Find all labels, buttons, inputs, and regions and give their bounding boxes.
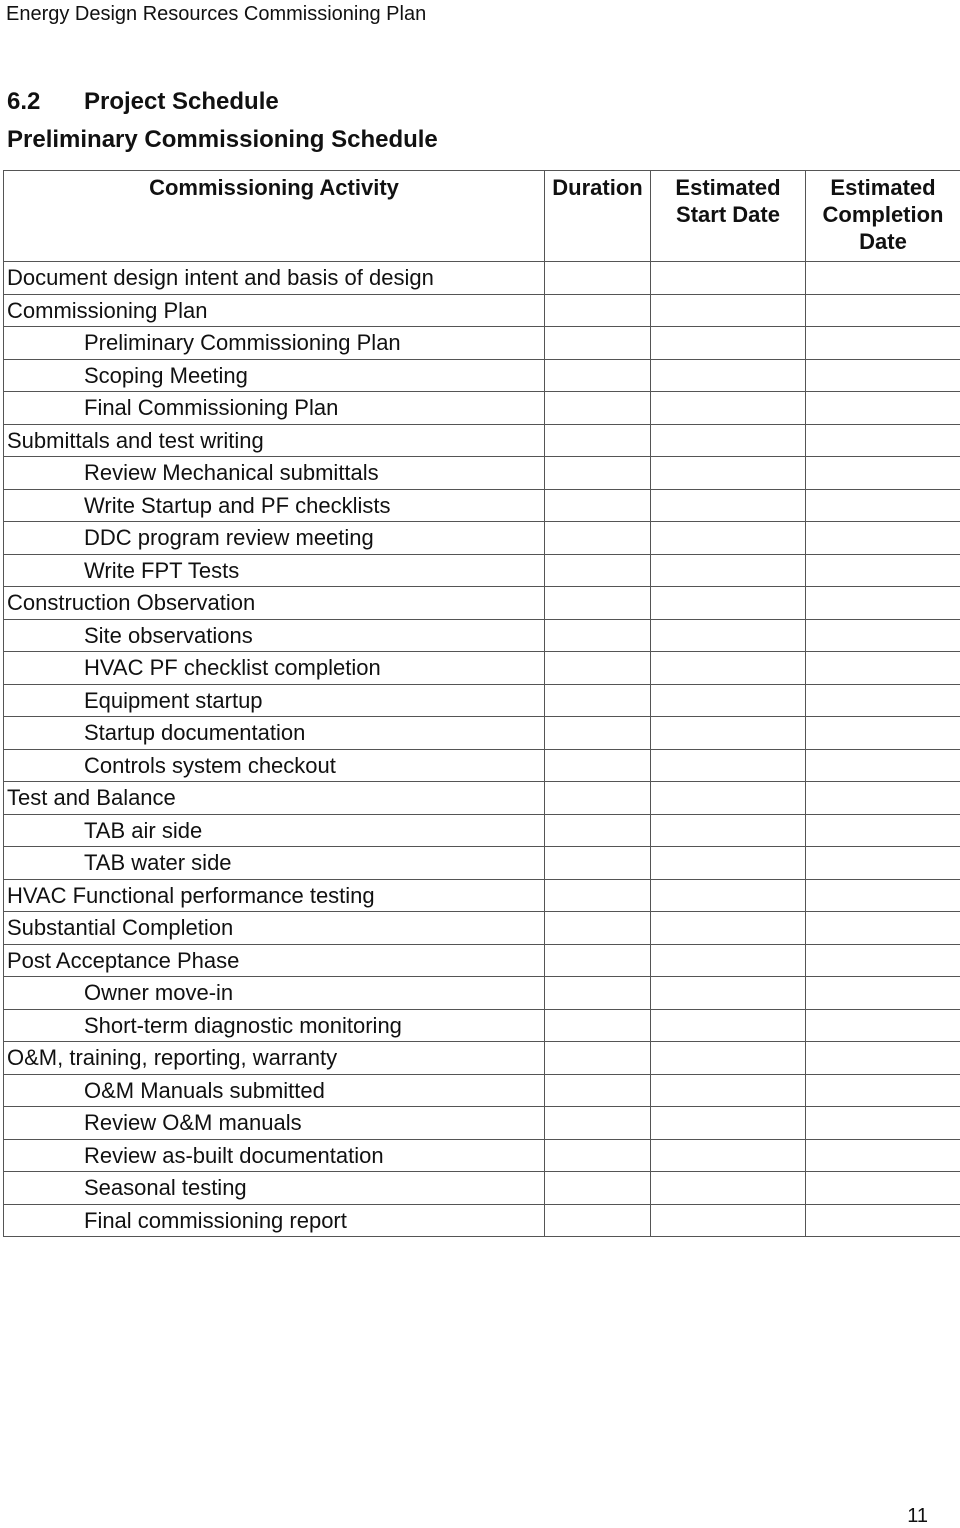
completion-date-cell[interactable]	[806, 327, 960, 360]
completion-date-cell[interactable]	[806, 749, 960, 782]
activity-cell: Startup documentation	[4, 717, 545, 750]
duration-cell[interactable]	[545, 554, 651, 587]
activity-cell: Review O&M manuals	[4, 1107, 545, 1140]
completion-date-cell[interactable]	[806, 619, 960, 652]
completion-date-cell[interactable]	[806, 1204, 960, 1237]
table-row	[4, 392, 960, 425]
activity-cell: Commissioning Plan	[4, 294, 545, 327]
activity-cell: Short-term diagnostic monitoring	[4, 1009, 545, 1042]
start-date-cell[interactable]	[651, 457, 806, 490]
duration-cell[interactable]	[545, 1074, 651, 1107]
table-row	[4, 684, 960, 717]
start-date-cell[interactable]	[651, 1204, 806, 1237]
duration-cell[interactable]	[545, 457, 651, 490]
activity-cell: Document design intent and basis of design	[4, 262, 545, 295]
completion-date-cell[interactable]	[806, 587, 960, 620]
section-title: Project Schedule	[84, 88, 279, 115]
start-date-cell[interactable]	[651, 359, 806, 392]
table-row	[4, 294, 960, 327]
table-row	[4, 944, 960, 977]
duration-cell[interactable]	[545, 262, 651, 295]
duration-cell[interactable]	[545, 814, 651, 847]
start-date-cell[interactable]	[651, 1107, 806, 1140]
completion-date-cell[interactable]	[806, 652, 960, 685]
activity-cell: Test and Balance	[4, 782, 545, 815]
header-duration: Duration	[545, 171, 651, 262]
start-date-cell[interactable]	[651, 717, 806, 750]
completion-date-cell[interactable]	[806, 977, 960, 1010]
duration-cell[interactable]	[545, 684, 651, 717]
start-date-cell[interactable]	[651, 977, 806, 1010]
completion-date-cell[interactable]	[806, 782, 960, 815]
table-row	[4, 1042, 960, 1075]
duration-cell[interactable]	[545, 782, 651, 815]
completion-date-cell[interactable]	[806, 522, 960, 555]
duration-cell[interactable]	[545, 1139, 651, 1172]
completion-date-cell[interactable]	[806, 392, 960, 425]
start-date-cell[interactable]	[651, 684, 806, 717]
duration-cell[interactable]	[545, 977, 651, 1010]
start-date-cell[interactable]	[651, 879, 806, 912]
completion-date-cell[interactable]	[806, 1009, 960, 1042]
table-row	[4, 489, 960, 522]
activity-cell: Write FPT Tests	[4, 554, 545, 587]
page-number: 11	[907, 1504, 928, 1528]
table-row	[4, 262, 960, 295]
activity-cell: Preliminary Commissioning Plan	[4, 327, 545, 360]
commissioning-schedule-table	[3, 170, 960, 1237]
schedule-title: Preliminary Commissioning Schedule	[7, 126, 438, 154]
activity-cell: O&M Manuals submitted	[4, 1074, 545, 1107]
activity-cell: Controls system checkout	[4, 749, 545, 782]
start-date-cell[interactable]	[651, 392, 806, 425]
activity-cell: Final Commissioning Plan	[4, 392, 545, 425]
duration-cell[interactable]	[545, 912, 651, 945]
duration-cell[interactable]	[545, 327, 651, 360]
start-date-cell[interactable]	[651, 262, 806, 295]
completion-date-cell[interactable]	[806, 554, 960, 587]
activity-cell: Owner move-in	[4, 977, 545, 1010]
activity-cell: Post Acceptance Phase	[4, 944, 545, 977]
table-row	[4, 1172, 960, 1205]
activity-cell: HVAC Functional performance testing	[4, 879, 545, 912]
table-row	[4, 749, 960, 782]
duration-cell[interactable]	[545, 359, 651, 392]
completion-date-cell[interactable]	[806, 912, 960, 945]
completion-date-cell[interactable]	[806, 1074, 960, 1107]
activity-cell: Substantial Completion	[4, 912, 545, 945]
table-row	[4, 847, 960, 880]
duration-cell[interactable]	[545, 294, 651, 327]
start-date-cell[interactable]	[651, 587, 806, 620]
schedule-body	[4, 262, 960, 1237]
completion-date-cell[interactable]	[806, 684, 960, 717]
table-row	[4, 1139, 960, 1172]
start-date-cell[interactable]	[651, 619, 806, 652]
table-row	[4, 619, 960, 652]
table-row	[4, 587, 960, 620]
activity-cell: TAB air side	[4, 814, 545, 847]
completion-date-cell[interactable]	[806, 879, 960, 912]
start-date-cell[interactable]	[651, 912, 806, 945]
duration-cell[interactable]	[545, 392, 651, 425]
section-number: 6.2	[7, 88, 84, 116]
completion-date-cell[interactable]	[806, 1139, 960, 1172]
table-row	[4, 1074, 960, 1107]
table-row	[4, 522, 960, 555]
table-row	[4, 1107, 960, 1140]
table-row	[4, 814, 960, 847]
start-date-cell[interactable]	[651, 294, 806, 327]
start-date-cell[interactable]	[651, 782, 806, 815]
duration-cell[interactable]	[545, 619, 651, 652]
duration-cell[interactable]	[545, 1204, 651, 1237]
header-commissioning-activity: Commissioning Activity	[4, 171, 545, 262]
completion-date-cell[interactable]	[806, 424, 960, 457]
completion-date-cell[interactable]	[806, 847, 960, 880]
running-header: Energy Design Resources Commissioning Plan	[6, 2, 426, 26]
table-row	[4, 912, 960, 945]
table-row	[4, 879, 960, 912]
table-row	[4, 327, 960, 360]
completion-date-cell[interactable]	[806, 717, 960, 750]
duration-cell[interactable]	[545, 652, 651, 685]
table-header-row	[4, 171, 960, 262]
table-row	[4, 652, 960, 685]
start-date-cell[interactable]	[651, 1139, 806, 1172]
start-date-cell[interactable]	[651, 1074, 806, 1107]
start-date-cell[interactable]	[651, 489, 806, 522]
table-row	[4, 1009, 960, 1042]
completion-date-cell[interactable]	[806, 294, 960, 327]
header-estimated-start-date: Estimated Start Date	[651, 171, 806, 262]
start-date-cell[interactable]	[651, 327, 806, 360]
start-date-cell[interactable]	[651, 1009, 806, 1042]
activity-cell: Equipment startup	[4, 684, 545, 717]
duration-cell[interactable]	[545, 587, 651, 620]
completion-date-cell[interactable]	[806, 1107, 960, 1140]
start-date-cell[interactable]	[651, 1172, 806, 1205]
duration-cell[interactable]	[545, 1042, 651, 1075]
start-date-cell[interactable]	[651, 944, 806, 977]
completion-date-cell[interactable]	[806, 262, 960, 295]
duration-cell[interactable]	[545, 1172, 651, 1205]
duration-cell[interactable]	[545, 749, 651, 782]
activity-cell: Construction Observation	[4, 587, 545, 620]
table-row	[4, 717, 960, 750]
duration-cell[interactable]	[545, 424, 651, 457]
activity-cell: DDC program review meeting	[4, 522, 545, 555]
activity-cell: Write Startup and PF checklists	[4, 489, 545, 522]
table-row	[4, 554, 960, 587]
start-date-cell[interactable]	[651, 814, 806, 847]
duration-cell[interactable]	[545, 1107, 651, 1140]
table-row	[4, 457, 960, 490]
table-row	[4, 1204, 960, 1237]
completion-date-cell[interactable]	[806, 457, 960, 490]
duration-cell[interactable]	[545, 847, 651, 880]
activity-cell: Review Mechanical submittals	[4, 457, 545, 490]
completion-date-cell[interactable]	[806, 359, 960, 392]
activity-cell: Final commissioning report	[4, 1204, 545, 1237]
table-row	[4, 424, 960, 457]
activity-cell: Submittals and test writing	[4, 424, 545, 457]
activity-cell: HVAC PF checklist completion	[4, 652, 545, 685]
completion-date-cell[interactable]	[806, 814, 960, 847]
activity-cell: O&M, training, reporting, warranty	[4, 1042, 545, 1075]
duration-cell[interactable]	[545, 717, 651, 750]
activity-cell: Seasonal testing	[4, 1172, 545, 1205]
activity-cell: TAB water side	[4, 847, 545, 880]
activity-cell: Scoping Meeting	[4, 359, 545, 392]
header-estimated-completion-date: Estimated Completion Date	[806, 171, 960, 262]
activity-cell: Site observations	[4, 619, 545, 652]
start-date-cell[interactable]	[651, 1042, 806, 1075]
table-row	[4, 977, 960, 1010]
table-row	[4, 359, 960, 392]
duration-cell[interactable]	[545, 879, 651, 912]
duration-cell[interactable]	[545, 489, 651, 522]
start-date-cell[interactable]	[651, 749, 806, 782]
section-heading	[7, 88, 279, 116]
duration-cell[interactable]	[545, 944, 651, 977]
completion-date-cell[interactable]	[806, 1042, 960, 1075]
start-date-cell[interactable]	[651, 554, 806, 587]
completion-date-cell[interactable]	[806, 1172, 960, 1205]
start-date-cell[interactable]	[651, 652, 806, 685]
duration-cell[interactable]	[545, 1009, 651, 1042]
completion-date-cell[interactable]	[806, 944, 960, 977]
start-date-cell[interactable]	[651, 522, 806, 555]
duration-cell[interactable]	[545, 522, 651, 555]
start-date-cell[interactable]	[651, 847, 806, 880]
activity-cell: Review as-built documentation	[4, 1139, 545, 1172]
table-row	[4, 782, 960, 815]
completion-date-cell[interactable]	[806, 489, 960, 522]
start-date-cell[interactable]	[651, 424, 806, 457]
